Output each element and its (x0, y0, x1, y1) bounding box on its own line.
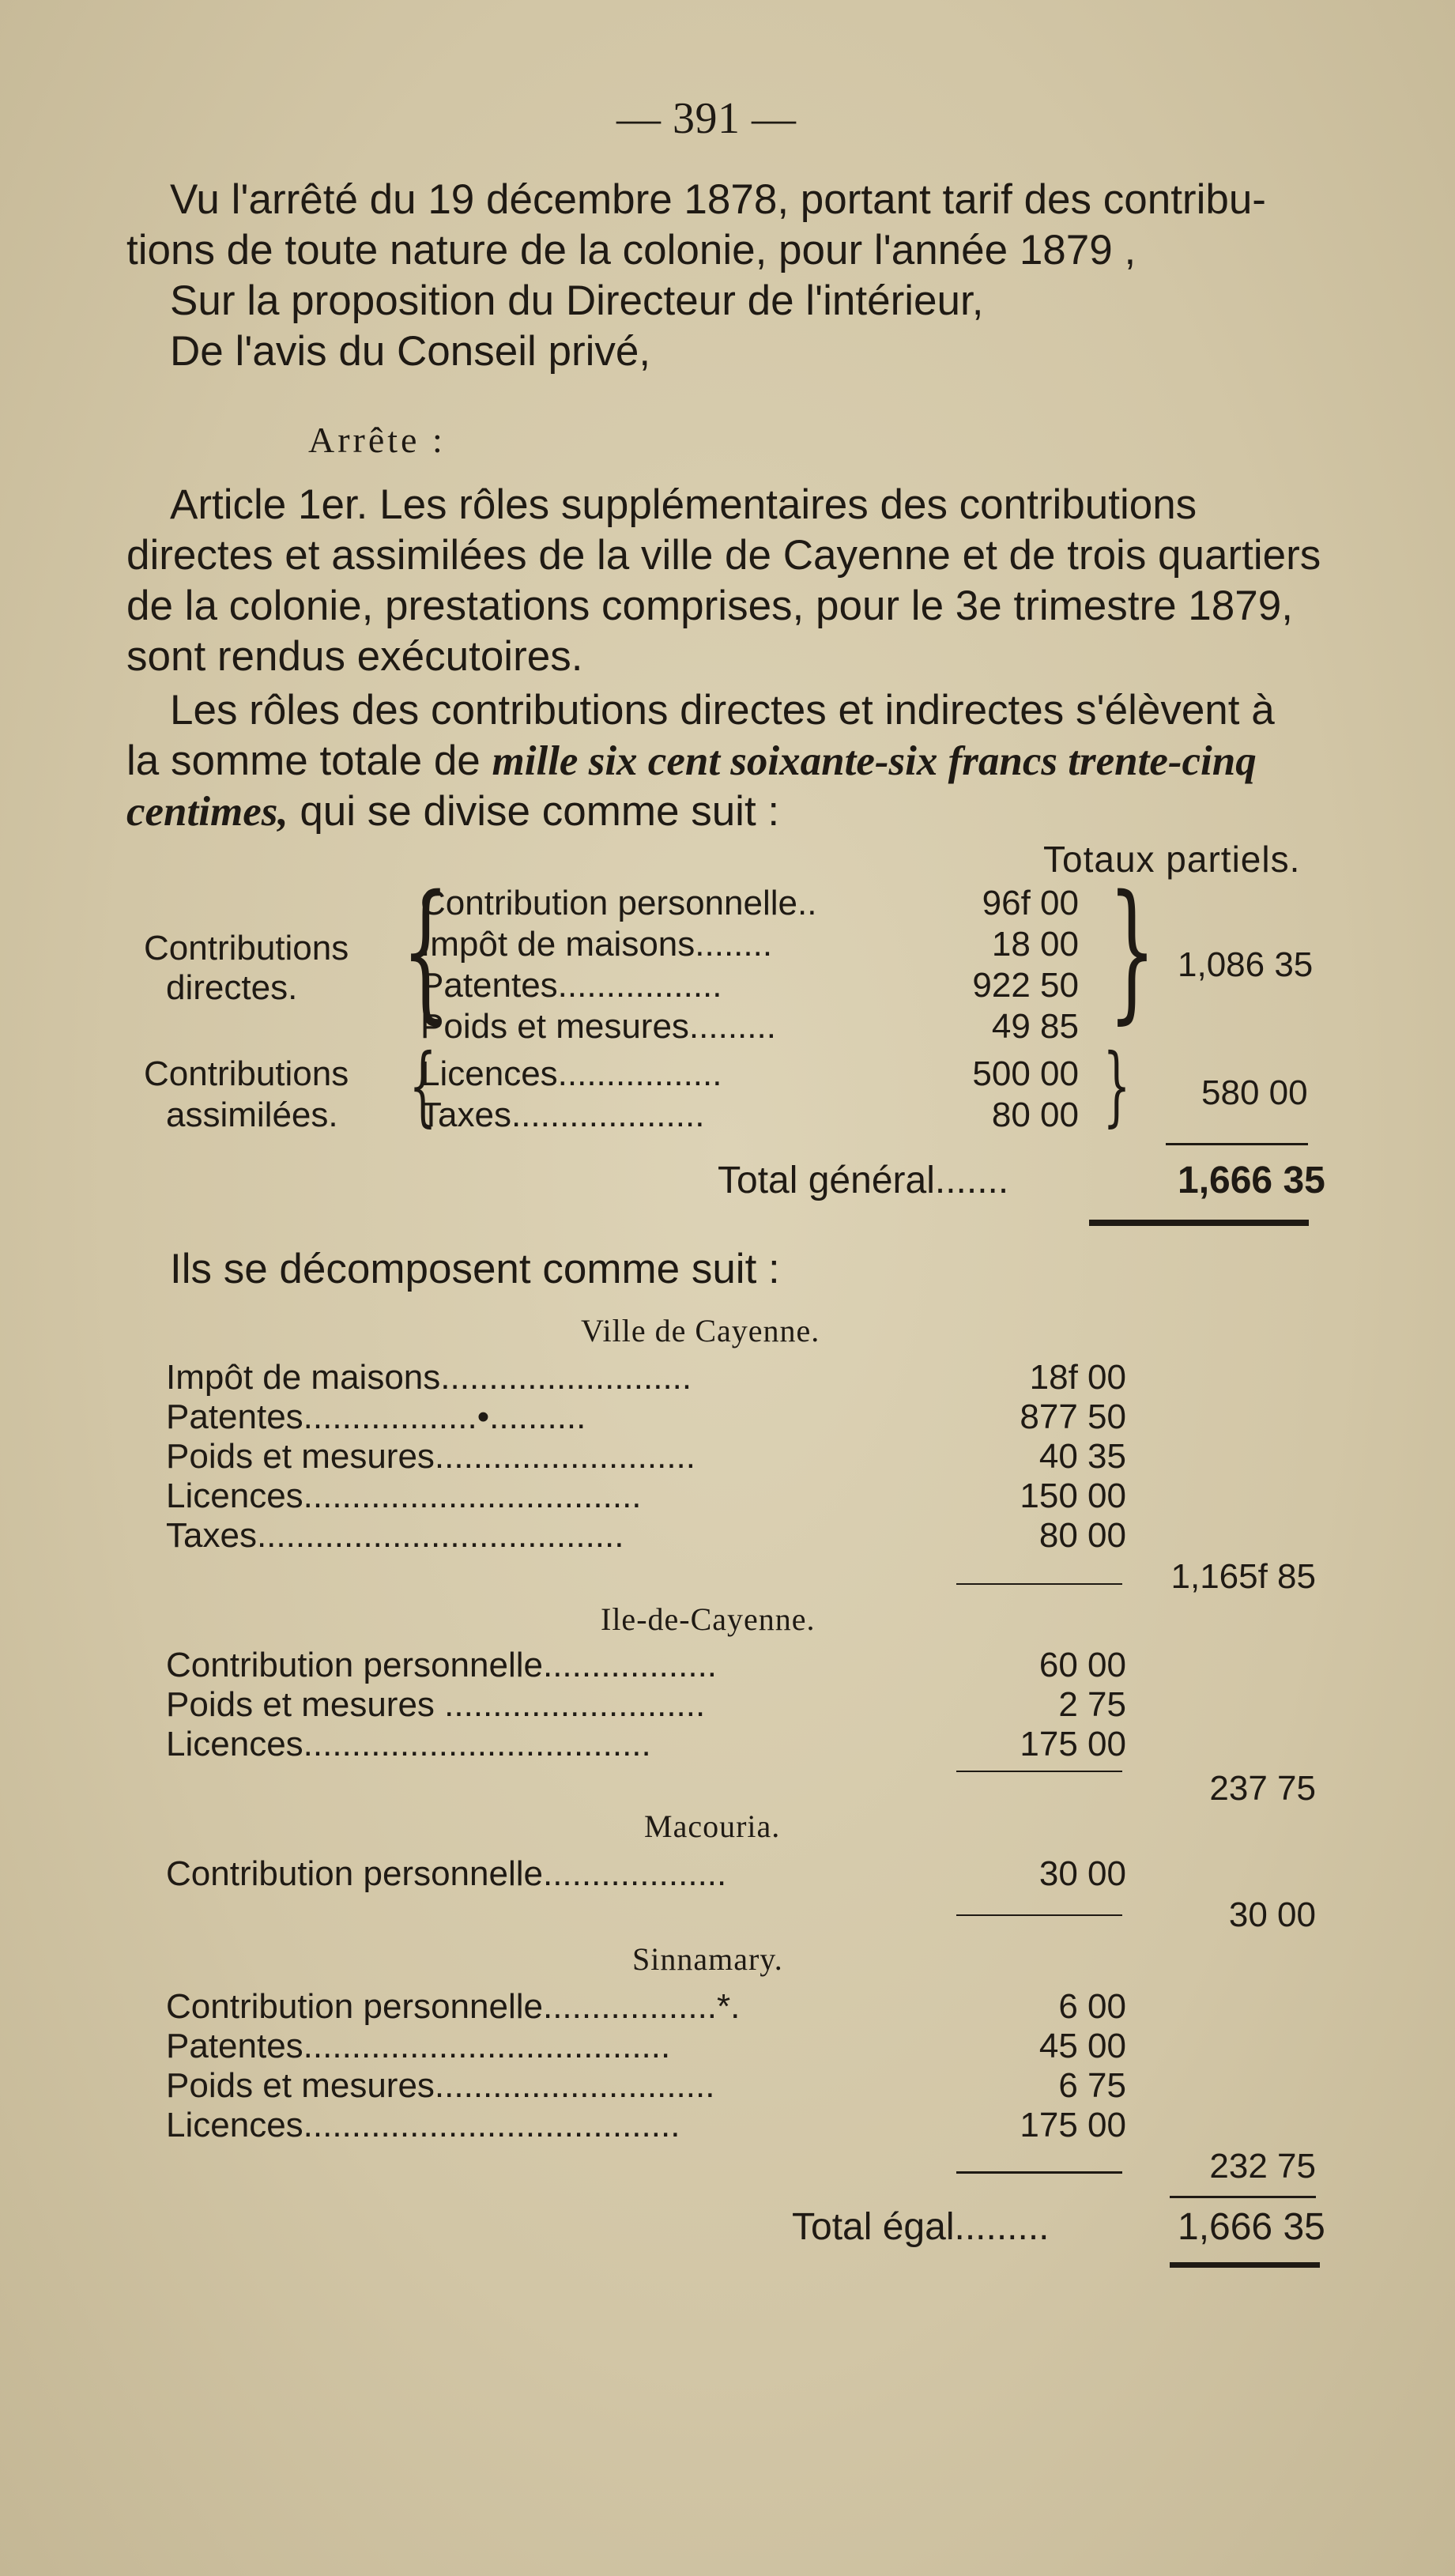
group1-row-2-label: Impôt de maisons........ (420, 925, 773, 964)
section-4-rule (956, 2171, 1122, 2174)
group1-row-4-value: 49 85 (991, 1007, 1079, 1046)
group1-row-1-value: 96f 00 (982, 884, 1079, 922)
final-total-label: Total égal......... (792, 2206, 1050, 2248)
group2-row-2-value: 80 00 (991, 1096, 1079, 1134)
intro-line-4: De l'avis du Conseil privé, (170, 328, 651, 375)
section-2-row-1-label: Contribution personnelle.................. (166, 1646, 718, 1684)
section-3-rule (956, 1914, 1122, 1916)
section-2-subtotal: 237 75 (1209, 1769, 1316, 1808)
group1-row-3-label: Patentes................. (420, 966, 722, 1005)
section-4-row-3-label: Poids et mesures............................. (166, 2066, 715, 2105)
intro-line-1: Vu l'arrêté du 19 décembre 1878, portant tarif des contribu- (170, 176, 1266, 223)
group1-row-2-value: 18 00 (991, 925, 1079, 964)
article-line-3: de la colonie, prestations comprises, pour le 3e trimestre 1879, (126, 583, 1293, 629)
group1-right-brace: } (1108, 863, 1156, 1038)
section-2-row-1-value: 60 00 (1038, 1646, 1126, 1684)
section-1-row-2-label: Patentes..................•.......... (166, 1397, 586, 1436)
section-1-row-3-label: Poids et mesures........................... (166, 1437, 695, 1476)
group2-right-brace: } (1103, 1035, 1131, 1136)
para2-line-3-italic: centimes, (126, 789, 288, 835)
group2-row-2-label: Taxes.................... (420, 1096, 705, 1134)
section-2-row-3-label: Licences.................................... (166, 1725, 651, 1763)
group1-left-brace: { (401, 863, 450, 1038)
section-4-row-1-value: 6 00 (1058, 1987, 1126, 2026)
group1-subtotal: 1,086 35 (1178, 945, 1314, 984)
article-line-2: directes et assimilées de la ville de Cayenne et de trois quartiers (126, 532, 1321, 579)
para2-line-1: Les rôles des contributions directes et indirectes s'élèvent à (170, 687, 1275, 734)
group1-row-4-label: Poids et mesures......... (420, 1007, 776, 1046)
section-3-subtotal: 30 00 (1228, 1895, 1316, 1934)
section-1-row-5-label: Taxes...................................... (166, 1516, 624, 1555)
section-3-title: Macouria. (644, 1808, 781, 1844)
section-4-row-1-label: Contribution personnelle..................*. (166, 1987, 741, 2026)
section-1-rule (956, 1583, 1122, 1585)
group1-label-2: directes. (166, 968, 298, 1007)
section-3-row-1-label: Contribution personnelle................... (166, 1854, 727, 1893)
section-4-row-3-value: 6 75 (1058, 2066, 1126, 2105)
intro-line-2: tions de toute nature de la colonie, pour l'année 1879 , (126, 227, 1136, 273)
group1-row-1-label: Contribution personnelle.. (420, 884, 817, 922)
group2-row-1-value: 500 00 (972, 1054, 1079, 1093)
section-2-title: Ile-de-Cayenne. (601, 1601, 816, 1637)
section-1-row-4-label: Licences................................... (166, 1477, 642, 1515)
section-4-title: Sinnamary. (632, 1941, 783, 1977)
group1-row-3-value: 922 50 (972, 966, 1079, 1005)
section-1-subtotal: 1,165f 85 (1170, 1557, 1316, 1596)
section-4-row-2-label: Patentes...................................... (166, 2027, 671, 2065)
article-line-1: Article 1er. Les rôles supplémentaires des contributions (170, 481, 1197, 528)
group1-label-1: Contributions (144, 929, 349, 967)
section-1-row-4-value: 150 00 (1020, 1477, 1126, 1515)
section-1-row-5-value: 80 00 (1038, 1516, 1126, 1555)
para2-line-3-b: qui se divise comme suit : (288, 788, 780, 835)
totaux-header: Totaux partiels. (1043, 839, 1301, 880)
section-2-row-3-value: 175 00 (1020, 1725, 1126, 1763)
arrete-heading: Arrête : (308, 420, 446, 460)
para2-line-2-italic: mille six cent soixante-six francs trente-cinq (492, 738, 1257, 784)
total-general-value: 1,666 35 (1178, 1160, 1325, 1201)
section-4-row-2-value: 45 00 (1038, 2027, 1126, 2065)
section-1-title: Ville de Cayenne. (581, 1313, 820, 1348)
section-2-row-2-value: 2 75 (1058, 1685, 1126, 1724)
page-number: — 391 — (616, 94, 797, 143)
para2-line-3 (126, 787, 779, 835)
section-1-row-3-value: 40 35 (1038, 1437, 1126, 1476)
group2-left-brace: { (409, 1035, 437, 1136)
article-line-4: sont rendus exécutoires. (126, 633, 583, 680)
section-4-row-4-value: 175 00 (1020, 2106, 1126, 2144)
group2-label-1: Contributions (144, 1054, 349, 1093)
total-double-rule (1089, 1220, 1309, 1226)
total-general-label: Total général....... (718, 1160, 1009, 1201)
section-3-row-1-value: 30 00 (1038, 1854, 1126, 1893)
final-total-top-rule (1170, 2196, 1316, 2198)
final-total-value: 1,666 35 (1178, 2206, 1325, 2248)
section-1-row-1-label: Impôt de maisons.......................... (166, 1358, 692, 1397)
final-total-double-rule (1170, 2262, 1320, 2268)
section-1-row-2-value: 877 50 (1020, 1397, 1126, 1436)
group2-subtotal: 580 00 (1201, 1073, 1308, 1112)
section-2-row-2-label: Poids et mesures ........................... (166, 1685, 706, 1724)
subtotal-rule (1166, 1143, 1308, 1145)
section-1-row-1-value: 18f 00 (1029, 1358, 1126, 1397)
section-2-rule (956, 1771, 1122, 1772)
decompose-heading: Ils se décomposent comme suit : (170, 1246, 780, 1292)
section-4-subtotal: 232 75 (1209, 2147, 1316, 2186)
para2-line-2-a: la somme totale de (126, 737, 492, 784)
group2-label-2: assimilées. (166, 1096, 338, 1134)
section-4-row-4-label: Licences....................................... (166, 2106, 680, 2144)
intro-line-3: Sur la proposition du Directeur de l'intérieur, (170, 277, 984, 324)
group2-row-1-label: Licences................. (420, 1054, 722, 1093)
para2-line-2 (126, 737, 1257, 785)
